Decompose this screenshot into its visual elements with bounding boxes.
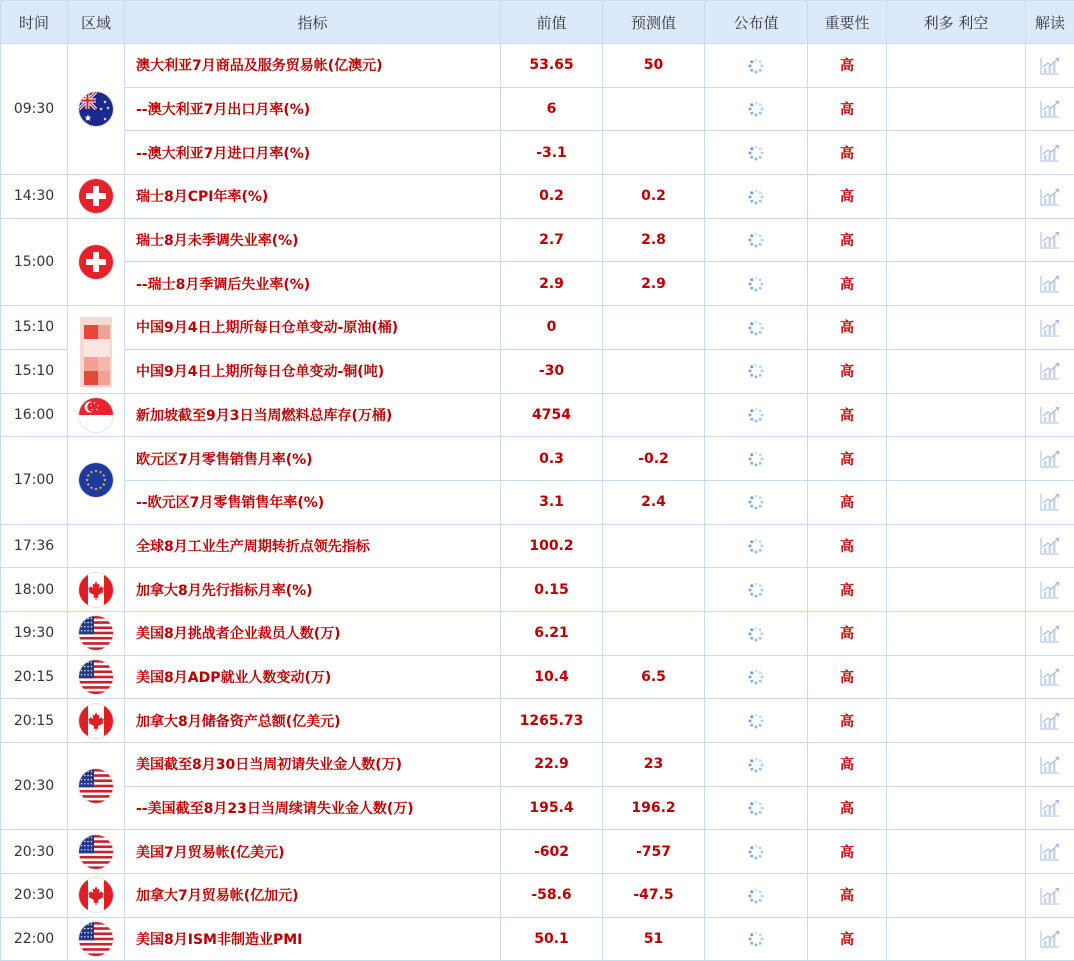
previous-value: 1265.73: [501, 699, 603, 743]
previous-value: 100.2: [501, 524, 603, 568]
loading-spinner-icon: [746, 142, 766, 161]
chart-analysis-icon[interactable]: [1039, 623, 1061, 642]
loading-spinner-icon: [746, 623, 766, 642]
table-row[interactable]: [1, 699, 1074, 743]
analysis-cell[interactable]: [1026, 568, 1074, 612]
header-importance: 重要性: [808, 1, 887, 44]
forecast-value: 2.9: [603, 262, 705, 306]
indicator-name[interactable]: 美国8月ADP就业人数变动(万): [125, 655, 501, 699]
chart-analysis-icon[interactable]: [1039, 186, 1061, 205]
indicator-name[interactable]: 加拿大8月储备资产总额(亿美元): [125, 699, 501, 743]
table-row[interactable]: [1, 568, 1074, 612]
region-cell: [68, 437, 125, 524]
canada-flag-icon: [79, 573, 113, 607]
forecast-value: [603, 349, 705, 393]
analysis-cell[interactable]: [1026, 524, 1074, 568]
region-cell: [68, 568, 125, 612]
loading-spinner-icon: [746, 841, 766, 860]
forecast-value: [603, 611, 705, 655]
region-cell: [68, 175, 125, 219]
indicator-name[interactable]: 全球8月工业生产周期转折点领先指标: [125, 524, 501, 568]
importance-level: 高: [808, 568, 887, 612]
table-row[interactable]: [1, 262, 1074, 306]
analysis-cell[interactable]: [1026, 917, 1074, 961]
actual-value: [705, 393, 808, 437]
importance-level: 高: [808, 699, 887, 743]
chart-analysis-icon[interactable]: [1039, 492, 1061, 511]
forecast-value: -0.2: [603, 437, 705, 481]
effect-cell: [887, 524, 1026, 568]
importance-level: 高: [808, 786, 887, 830]
loading-spinner-icon: [746, 754, 766, 773]
loading-spinner-icon: [746, 885, 766, 904]
analysis-cell[interactable]: [1026, 611, 1074, 655]
forecast-value: 0.2: [603, 175, 705, 219]
importance-level: 高: [808, 131, 887, 175]
chart-analysis-icon[interactable]: [1039, 579, 1061, 598]
singapore-flag-icon: [79, 398, 113, 432]
usa-flag-icon: [79, 835, 113, 869]
actual-value: [705, 655, 808, 699]
usa-flag-icon: [79, 769, 113, 803]
previous-value: -602: [501, 830, 603, 874]
header-previous: 前值: [501, 1, 603, 44]
effect-cell: [887, 175, 1026, 219]
effect-cell: [887, 917, 1026, 961]
forecast-value: 23: [603, 743, 705, 787]
analysis-cell[interactable]: [1026, 874, 1074, 918]
importance-level: 高: [808, 262, 887, 306]
loading-spinner-icon: [746, 448, 766, 467]
actual-value: [705, 349, 808, 393]
importance-level: 高: [808, 306, 887, 350]
region-cell: [68, 830, 125, 874]
chart-analysis-icon[interactable]: [1039, 55, 1061, 74]
indicator-name[interactable]: --瑞士8月季调后失业率(%): [125, 262, 501, 306]
effect-cell: [887, 699, 1026, 743]
previous-value: 4754: [501, 393, 603, 437]
importance-level: 高: [808, 218, 887, 262]
eu-flag-icon: [79, 463, 113, 497]
importance-level: 高: [808, 743, 887, 787]
actual-value: [705, 917, 808, 961]
canada-flag-icon: [79, 704, 113, 738]
importance-level: 高: [808, 480, 887, 524]
analysis-cell[interactable]: [1026, 437, 1074, 481]
region-cell: [68, 44, 125, 175]
effect-cell: [887, 786, 1026, 830]
table-row[interactable]: [1, 349, 1074, 393]
table-row[interactable]: [1, 437, 1074, 481]
chart-analysis-icon[interactable]: [1039, 361, 1061, 380]
importance-level: 高: [808, 655, 887, 699]
region-cell: [68, 393, 125, 437]
importance-level: 高: [808, 87, 887, 131]
table-row[interactable]: [1, 175, 1074, 219]
importance-level: 高: [808, 175, 887, 219]
forecast-value: [603, 306, 705, 350]
loading-spinner-icon: [746, 667, 766, 686]
header-actual: 公布值: [705, 1, 808, 44]
previous-value: -30: [501, 349, 603, 393]
loading-spinner-icon: [746, 579, 766, 598]
loading-spinner-icon: [746, 274, 766, 293]
time-cell: 15:10: [1, 306, 68, 350]
chart-analysis-icon[interactable]: [1039, 317, 1061, 336]
chart-analysis-icon[interactable]: [1039, 448, 1061, 467]
previous-value: -3.1: [501, 131, 603, 175]
forecast-value: 51: [603, 917, 705, 961]
effect-cell: [887, 437, 1026, 481]
importance-level: 高: [808, 349, 887, 393]
actual-value: [705, 480, 808, 524]
time-cell: 15:00: [1, 218, 68, 305]
time-cell: 14:30: [1, 175, 68, 219]
loading-spinner-icon: [746, 99, 766, 118]
actual-value: [705, 743, 808, 787]
table-row[interactable]: [1, 611, 1074, 655]
actual-value: [705, 437, 808, 481]
indicator-name[interactable]: 加拿大7月贸易帐(亿加元): [125, 874, 501, 918]
chart-analysis-icon[interactable]: [1039, 710, 1061, 729]
indicator-name[interactable]: 澳大利亚7月商品及服务贸易帐(亿澳元): [125, 44, 501, 88]
importance-level: 高: [808, 917, 887, 961]
time-cell: 15:10: [1, 349, 68, 393]
analysis-cell[interactable]: [1026, 87, 1074, 131]
loading-spinner-icon: [746, 317, 766, 336]
effect-cell: [887, 349, 1026, 393]
loading-spinner-icon: [746, 798, 766, 817]
chart-analysis-icon[interactable]: [1039, 885, 1061, 904]
actual-value: [705, 611, 808, 655]
analysis-cell[interactable]: [1026, 262, 1074, 306]
effect-cell: [887, 830, 1026, 874]
indicator-name[interactable]: 美国8月ISM非制造业PMI: [125, 917, 501, 961]
region-cell: [68, 218, 125, 305]
effect-cell: [887, 568, 1026, 612]
indicator-name[interactable]: 中国9月4日上期所每日仓单变动-铜(吨): [125, 349, 501, 393]
time-cell: 20:15: [1, 655, 68, 699]
forecast-value: [603, 393, 705, 437]
analysis-cell[interactable]: [1026, 480, 1074, 524]
chart-analysis-icon[interactable]: [1039, 798, 1061, 817]
switzerland-flag-icon: [79, 245, 113, 279]
indicator-name[interactable]: 欧元区7月零售销售月率(%): [125, 437, 501, 481]
loading-spinner-icon: [746, 55, 766, 74]
importance-level: 高: [808, 830, 887, 874]
forecast-value: 6.5: [603, 655, 705, 699]
chart-analysis-icon[interactable]: [1039, 841, 1061, 860]
region-cell: [68, 699, 125, 743]
actual-value: [705, 262, 808, 306]
forecast-value: 196.2: [603, 786, 705, 830]
table-row[interactable]: [1, 131, 1074, 175]
header-indicator: 指标: [125, 1, 501, 44]
china-flag-icon: [76, 309, 116, 389]
previous-value: 0.15: [501, 568, 603, 612]
table-row[interactable]: [1, 218, 1074, 262]
time-cell: 16:00: [1, 393, 68, 437]
previous-value: 53.65: [501, 44, 603, 88]
effect-cell: [887, 743, 1026, 787]
indicator-name[interactable]: 瑞士8月未季调失业率(%): [125, 218, 501, 262]
actual-value: [705, 568, 808, 612]
loading-spinner-icon: [746, 230, 766, 249]
forecast-value: [603, 699, 705, 743]
chart-analysis-icon[interactable]: [1039, 667, 1061, 686]
indicator-name[interactable]: 中国9月4日上期所每日仓单变动-原油(桶): [125, 306, 501, 350]
table-row[interactable]: [1, 44, 1074, 88]
analysis-cell[interactable]: [1026, 175, 1074, 219]
importance-level: 高: [808, 44, 887, 88]
previous-value: 6.21: [501, 611, 603, 655]
usa-flag-icon: [79, 660, 113, 694]
indicator-name[interactable]: 瑞士8月CPI年率(%): [125, 175, 501, 219]
table-row[interactable]: [1, 874, 1074, 918]
forecast-value: 2.8: [603, 218, 705, 262]
table-row[interactable]: [1, 655, 1074, 699]
loading-spinner-icon: [746, 536, 766, 555]
indicator-name[interactable]: 美国截至8月30日当周初请失业金人数(万): [125, 743, 501, 787]
actual-value: [705, 218, 808, 262]
loading-spinner-icon: [746, 405, 766, 424]
indicator-name[interactable]: 新加坡截至9月3日当周燃料总库存(万桶): [125, 393, 501, 437]
table-row[interactable]: [1, 830, 1074, 874]
table-row[interactable]: [1, 743, 1074, 787]
actual-value: [705, 524, 808, 568]
table-row[interactable]: [1, 524, 1074, 568]
actual-value: [705, 44, 808, 88]
effect-cell: [887, 44, 1026, 88]
effect-cell: [887, 306, 1026, 350]
time-cell: 17:00: [1, 437, 68, 524]
region-cell: [68, 743, 125, 830]
usa-flag-icon: [79, 616, 113, 650]
actual-value: [705, 874, 808, 918]
analysis-cell[interactable]: [1026, 830, 1074, 874]
table-row[interactable]: [1, 87, 1074, 131]
header-time: 时间: [1, 1, 68, 44]
actual-value: [705, 699, 808, 743]
indicator-name[interactable]: 加拿大8月先行指标月率(%): [125, 568, 501, 612]
previous-value: 0: [501, 306, 603, 350]
region-cell: [68, 655, 125, 699]
previous-value: 22.9: [501, 743, 603, 787]
analysis-cell[interactable]: [1026, 218, 1074, 262]
chart-analysis-icon[interactable]: [1039, 929, 1061, 948]
time-cell: 18:00: [1, 568, 68, 612]
actual-value: [705, 131, 808, 175]
analysis-cell[interactable]: [1026, 131, 1074, 175]
effect-cell: [887, 218, 1026, 262]
chart-analysis-icon[interactable]: [1039, 230, 1061, 249]
effect-cell: [887, 480, 1026, 524]
loading-spinner-icon: [746, 492, 766, 511]
previous-value: 50.1: [501, 917, 603, 961]
australia-flag-icon: [79, 92, 113, 126]
time-cell: 20:30: [1, 874, 68, 918]
previous-value: 2.7: [501, 218, 603, 262]
importance-level: 高: [808, 393, 887, 437]
indicator-name[interactable]: 美国7月贸易帐(亿美元): [125, 830, 501, 874]
indicator-name[interactable]: --澳大利亚7月出口月率(%): [125, 87, 501, 131]
effect-cell: [887, 611, 1026, 655]
time-cell: 20:30: [1, 743, 68, 830]
header-analysis: 解读: [1026, 1, 1074, 44]
effect-cell: [887, 655, 1026, 699]
forecast-value: [603, 131, 705, 175]
importance-level: 高: [808, 611, 887, 655]
forecast-value: 2.4: [603, 480, 705, 524]
loading-spinner-icon: [746, 710, 766, 729]
header-region: 区域: [68, 1, 125, 44]
region-cell: [68, 874, 125, 918]
effect-cell: [887, 131, 1026, 175]
table-row[interactable]: [1, 480, 1074, 524]
region-cell: [68, 611, 125, 655]
previous-value: 0.2: [501, 175, 603, 219]
chart-analysis-icon[interactable]: [1039, 274, 1061, 293]
loading-spinner-icon: [746, 186, 766, 205]
chart-analysis-icon[interactable]: [1039, 536, 1061, 555]
previous-value: 3.1: [501, 480, 603, 524]
switzerland-flag-icon: [79, 179, 113, 213]
analysis-cell[interactable]: [1026, 655, 1074, 699]
indicator-name[interactable]: --欧元区7月零售销售年率(%): [125, 480, 501, 524]
previous-value: 6: [501, 87, 603, 131]
time-cell: 20:15: [1, 699, 68, 743]
time-cell: 20:30: [1, 830, 68, 874]
region-cell: [68, 524, 125, 568]
actual-value: [705, 306, 808, 350]
chart-analysis-icon[interactable]: [1039, 99, 1061, 118]
analysis-cell[interactable]: [1026, 743, 1074, 787]
forecast-value: -757: [603, 830, 705, 874]
actual-value: [705, 786, 808, 830]
actual-value: [705, 830, 808, 874]
analysis-cell[interactable]: [1026, 786, 1074, 830]
table-row[interactable]: [1, 306, 1074, 350]
region-cell: [68, 917, 125, 961]
usa-flag-icon: [79, 922, 113, 956]
previous-value: 195.4: [501, 786, 603, 830]
chart-analysis-icon[interactable]: [1039, 405, 1061, 424]
forecast-value: [603, 524, 705, 568]
previous-value: 0.3: [501, 437, 603, 481]
effect-cell: [887, 393, 1026, 437]
analysis-cell[interactable]: [1026, 44, 1074, 88]
region-cell: [68, 306, 125, 393]
previous-value: 2.9: [501, 262, 603, 306]
actual-value: [705, 87, 808, 131]
indicator-name[interactable]: --澳大利亚7月进口月率(%): [125, 131, 501, 175]
previous-value: -58.6: [501, 874, 603, 918]
indicator-name[interactable]: 美国8月挑战者企业裁员人数(万): [125, 611, 501, 655]
table-body: [1, 44, 1074, 961]
importance-level: 高: [808, 524, 887, 568]
loading-spinner-icon: [746, 929, 766, 948]
header-forecast: 预测值: [603, 1, 705, 44]
time-cell: 19:30: [1, 611, 68, 655]
effect-cell: [887, 874, 1026, 918]
importance-level: 高: [808, 874, 887, 918]
forecast-value: 50: [603, 44, 705, 88]
forecast-value: [603, 568, 705, 612]
time-cell: 22:00: [1, 917, 68, 961]
table-header-row: [1, 1, 1074, 44]
time-cell: 17:36: [1, 524, 68, 568]
analysis-cell[interactable]: [1026, 393, 1074, 437]
effect-cell: [887, 87, 1026, 131]
actual-value: [705, 175, 808, 219]
chart-analysis-icon[interactable]: [1039, 754, 1061, 773]
header-effect: 利多 利空: [887, 1, 1026, 44]
time-cell: 09:30: [1, 44, 68, 175]
importance-level: 高: [808, 437, 887, 481]
forecast-value: [603, 87, 705, 131]
table-row[interactable]: [1, 786, 1074, 830]
table-row[interactable]: [1, 393, 1074, 437]
analysis-cell[interactable]: [1026, 699, 1074, 743]
canada-flag-icon: [79, 878, 113, 912]
forecast-value: -47.5: [603, 874, 705, 918]
analysis-cell[interactable]: [1026, 306, 1074, 350]
indicator-name[interactable]: --美国截至8月23日当周续请失业金人数(万): [125, 786, 501, 830]
effect-cell: [887, 262, 1026, 306]
analysis-cell[interactable]: [1026, 349, 1074, 393]
previous-value: 10.4: [501, 655, 603, 699]
table-row[interactable]: [1, 917, 1074, 961]
chart-analysis-icon[interactable]: [1039, 142, 1061, 161]
loading-spinner-icon: [746, 361, 766, 380]
